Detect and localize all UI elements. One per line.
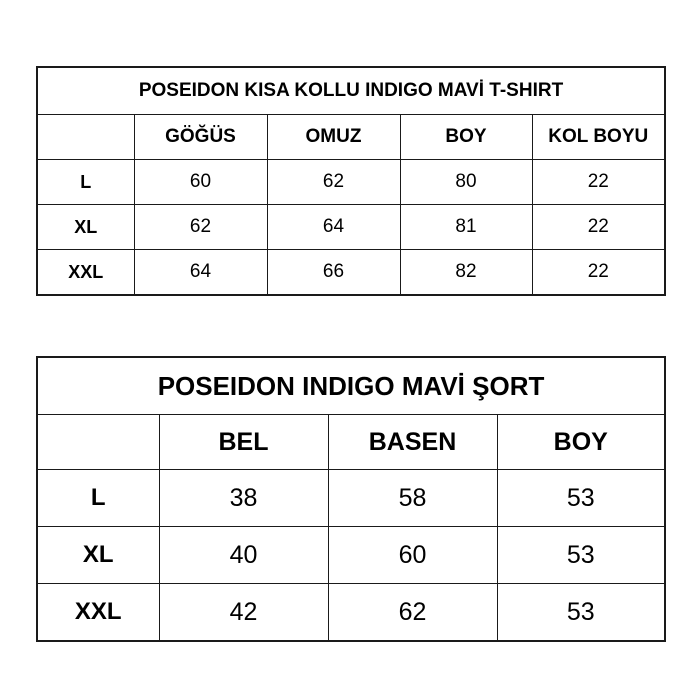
table-cell: 53 xyxy=(497,470,665,527)
table-row xyxy=(37,160,665,205)
table-cell: 62 xyxy=(328,584,497,642)
table-cell: 82 xyxy=(400,250,532,296)
shorts-header-bel: BEL xyxy=(159,415,328,470)
tshirt-header-kol-boyu: KOL BOYU xyxy=(532,115,665,160)
tshirt-header-boy: BOY xyxy=(400,115,532,160)
shorts-header-row xyxy=(37,415,665,470)
table-cell: 58 xyxy=(328,470,497,527)
table-row xyxy=(37,584,665,642)
table-cell: 64 xyxy=(267,205,400,250)
table-cell: 22 xyxy=(532,160,665,205)
table-cell: 22 xyxy=(532,250,665,296)
tshirt-header-empty xyxy=(37,115,134,160)
table-cell: 53 xyxy=(497,527,665,584)
table-cell: 62 xyxy=(267,160,400,205)
table-cell: 81 xyxy=(400,205,532,250)
table-cell: 22 xyxy=(532,205,665,250)
size-label: XXL xyxy=(37,250,134,296)
table-row xyxy=(37,205,665,250)
tshirt-table-title: POSEIDON KISA KOLLU INDIGO MAVİ T-SHIRT xyxy=(37,67,665,115)
shorts-table-title: POSEIDON INDIGO MAVİ ŞORT xyxy=(37,357,665,415)
table-cell: 80 xyxy=(400,160,532,205)
shorts-title-row xyxy=(37,357,665,415)
table-cell: 64 xyxy=(134,250,267,296)
table-cell: 62 xyxy=(134,205,267,250)
tshirt-title-row xyxy=(37,67,665,115)
shorts-header-empty xyxy=(37,415,159,470)
shorts-header-basen: BASEN xyxy=(328,415,497,470)
table-cell: 38 xyxy=(159,470,328,527)
table-row xyxy=(37,527,665,584)
shorts-size-table xyxy=(36,356,666,642)
table-cell: 53 xyxy=(497,584,665,642)
tshirt-size-table xyxy=(36,66,666,296)
table-cell: 66 xyxy=(267,250,400,296)
table-cell: 42 xyxy=(159,584,328,642)
table-cell: 60 xyxy=(134,160,267,205)
size-label: XXL xyxy=(37,584,159,642)
tshirt-header-row xyxy=(37,115,665,160)
table-row xyxy=(37,250,665,296)
size-label: L xyxy=(37,160,134,205)
size-label: XL xyxy=(37,527,159,584)
table-cell: 40 xyxy=(159,527,328,584)
shorts-header-boy: BOY xyxy=(497,415,665,470)
tshirt-header-gogus: GÖĞÜS xyxy=(134,115,267,160)
table-cell: 60 xyxy=(328,527,497,584)
size-label: L xyxy=(37,470,159,527)
tshirt-header-omuz: OMUZ xyxy=(267,115,400,160)
size-label: XL xyxy=(37,205,134,250)
table-row xyxy=(37,470,665,527)
